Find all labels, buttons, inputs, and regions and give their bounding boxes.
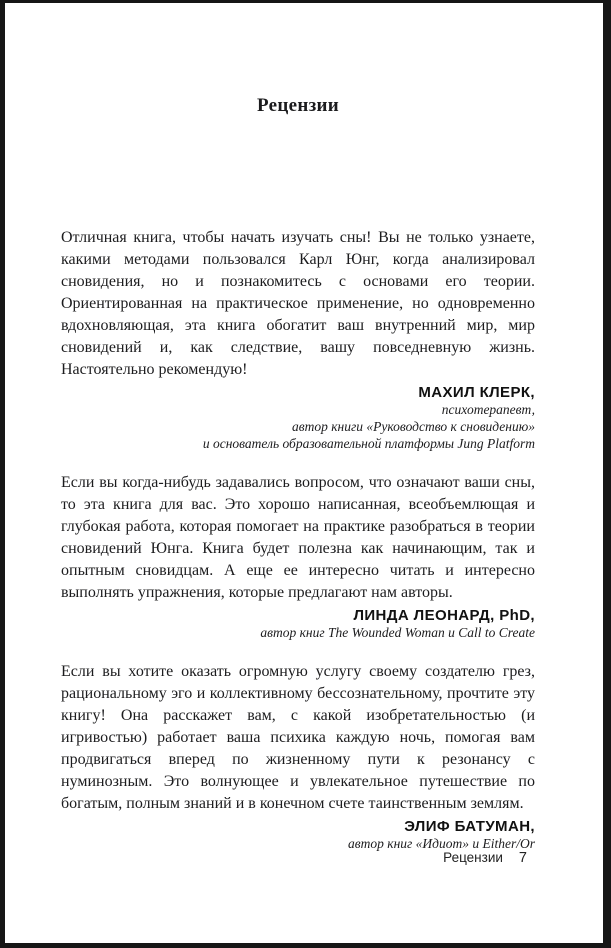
review-text: Если вы хотите оказать огромную услугу своему создателю грез, рациональному эго и коллективному бессознательному, прочтите эту книгу! Она расскажет вам, с какой изобретательностью (и игривостью) работает ваша психика каждую ночь, помогая вам продвигаться вперед по жизненному пути к резонансу с нуминозным. Это волнующее и увлекательное путешествие по богатым, полным знаний и в конечном счете таинственным землям. [61,663,535,812]
review-block [61,472,535,641]
footer-section-label: Рецензии [443,850,503,865]
review-block [61,661,535,852]
review-author: ЭЛИФ БАТУМАН, [404,818,535,835]
review-attribution [61,818,535,852]
review-author-credential: автор книг «Идиот» и Either/Or [348,836,535,851]
chapter-title: Рецензии [256,95,340,116]
page-footer [61,850,527,866]
review-attribution [61,607,535,641]
review-text: Отличная книга, чтобы начать изучать сны! Вы не только узнаете, какими методами пользовался Карл Юнг, когда анализировал сновидения, но и познакомитесь с основами его теории. Ориентированная на практическое применение, но одновременно вдохновляющая, эта книга обогатит ваш внутренний мир, мир сновидений и, как следствие, вашу повседневную жизнь. Настоятельно рекомендую! [61,229,535,378]
review-author: МАХИЛ КЛЕРК, [418,384,535,401]
reviews-section [61,227,535,852]
review-author: ЛИНДА ЛЕОНАРД, PhD, [353,607,535,624]
footer-page-number: 7 [518,850,527,866]
review-author-credential: автор книги «Руководство к сновидению» [292,419,535,434]
review-attribution [61,384,535,452]
review-author-credential: психотерапевт, [441,402,535,417]
review-author-credential: автор книг The Wounded Woman и Call to Create [260,625,535,640]
review-text: Если вы когда-нибудь задавались вопросом, что означают ваши сны, то эта книга для вас. Это хорошо написанная, всеобъемлющая и глубокая работа, которая помогает на практике разобраться в теории сновидений Юнга. Книга будет полезна как начинающим, так и опытным сновидцам. А еще ее интересно читать и интересно выполнять упражнения, которые предлагают нам авторы. [61,474,535,601]
book-page [5,3,603,943]
review-author-credential: и основатель образовательной платформы Jung Platform [202,436,535,451]
review-block [61,227,535,452]
